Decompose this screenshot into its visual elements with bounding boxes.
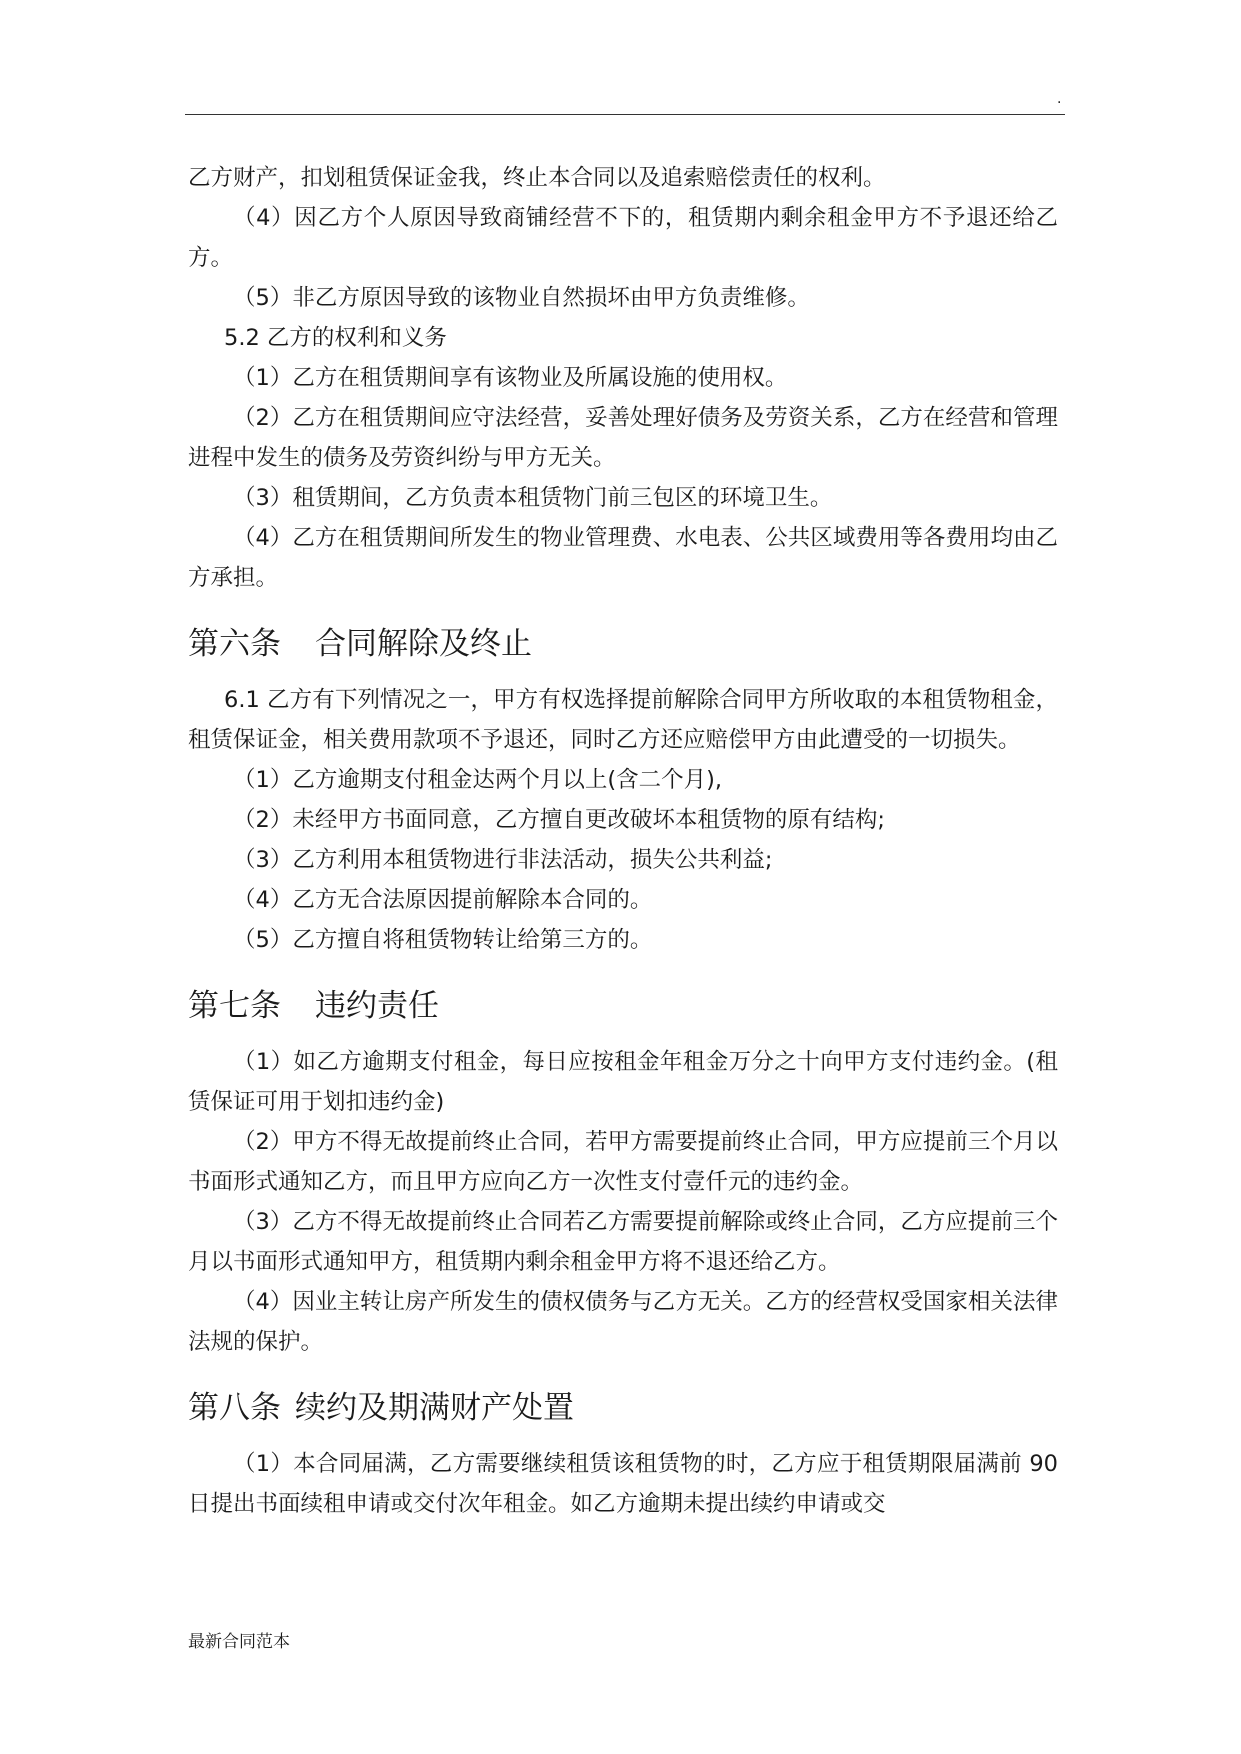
paragraph: （3）租赁期间，乙方负责本租赁物门前三包区的环境卫生。 [233, 485, 833, 511]
paragraph: （1）乙方在租赁期间享有该物业及所属设施的使用权。 [233, 365, 788, 391]
section-heading-6 [188, 622, 1058, 666]
section-heading-7 [188, 984, 1058, 1028]
paragraph: （1）本合同届满，乙方需要继续租赁该租赁物的时，乙方应于租赁期限届满前 90 日提出书面续租申请或交付次年租金。如乙方逾期未提出续约申请或交 [188, 1451, 1058, 1517]
paragraph: （2）甲方不得无故提前终止合同，若甲方需要提前终止合同，甲方应提前三个月以书面形式通知乙方，而且甲方应向乙方一次性支付壹仟元的违约金。 [188, 1129, 1058, 1195]
paragraph: （4）乙方无合法原因提前解除本合同的。 [233, 887, 653, 913]
header-mark: . [1057, 91, 1062, 107]
subsection-heading: 5.2 乙方的权利和义务 [224, 325, 447, 351]
section-title: 违约责任 [315, 988, 439, 1024]
paragraph: （5）乙方擅自将租赁物转让给第三方的。 [233, 927, 653, 953]
paragraph: （2）乙方在租赁期间应守法经营，妥善处理好债务及劳资关系，乙方在经营和管理进程中发生的债务及劳资纠纷与甲方无关。 [188, 405, 1058, 471]
section-heading-8 [188, 1386, 1058, 1430]
paragraph: （4）乙方在租赁期间所发生的物业管理费、水电表、公共区域费用等各费用均由乙方承担。 [188, 525, 1058, 591]
section-number: 第八条 [188, 1390, 281, 1426]
paragraph: （1）如乙方逾期支付租金，每日应按租金年租金万分之十向甲方支付违约金。(租赁保证可用于划扣违约金) [188, 1049, 1058, 1115]
header-rule [185, 114, 1065, 115]
paragraph: （4）因乙方个人原因导致商铺经营不下的，租赁期内剩余租金甲方不予退还给乙方。 [188, 205, 1058, 271]
paragraph: （4）因业主转让房产所发生的债权债务与乙方无关。乙方的经营权受国家相关法律法规的保护。 [188, 1289, 1058, 1355]
section-number: 第六条 [188, 626, 281, 662]
paragraph: （3）乙方不得无故提前终止合同若乙方需要提前解除或终止合同，乙方应提前三个月以书面形式通知甲方，租赁期内剩余租金甲方将不退还给乙方。 [188, 1209, 1058, 1275]
paragraph: （3）乙方利用本租赁物进行非法活动，损失公共利益; [233, 847, 773, 873]
document-body [188, 158, 1058, 1524]
paragraph: 乙方财产，扣划租赁保证金我，终止本合同以及追索赔偿责任的权利。 [188, 165, 886, 191]
section-number: 第七条 [188, 988, 281, 1024]
paragraph: 6.1 乙方有下列情况之一，甲方有权选择提前解除合同甲方所收取的本租赁物租金，租赁保证金，相关费用款项不予退还，同时乙方还应赔偿甲方由此遭受的一切损失。 [188, 687, 1058, 753]
paragraph: （1）乙方逾期支付租金达两个月以上(含二个月), [233, 767, 723, 793]
paragraph: （5）非乙方原因导致的该物业自然损坏由甲方负责维修。 [233, 285, 810, 311]
section-title: 续约及期满财产处置 [295, 1390, 574, 1426]
section-title: 合同解除及终止 [315, 626, 532, 662]
footer-text: 最新合同范本 [188, 1632, 290, 1652]
paragraph: （2）未经甲方书面同意，乙方擅自更改破坏本租赁物的原有结构; [233, 807, 885, 833]
